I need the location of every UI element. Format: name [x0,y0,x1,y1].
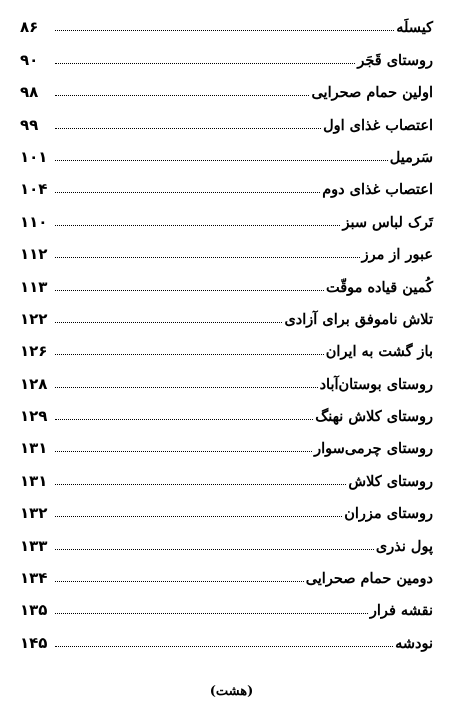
toc-entry[interactable] [20,198,433,230]
toc-entry-page: ۱۲۶ [20,342,48,361]
toc-entry-title: کُمین قیاده موقّت [325,278,433,296]
table-of-contents [20,4,433,652]
toc-entry-page: ۱۱۳ [20,277,48,296]
toc-entry[interactable] [20,425,433,457]
toc-entry[interactable] [20,4,433,36]
toc-entry-title: اعتصاب غذای اول [323,116,433,134]
toc-entry-page: ۱۲۲ [20,309,48,328]
dot-leader [55,484,346,485]
toc-entry[interactable] [20,457,433,489]
toc-entry-title: عبور از مرز [361,246,433,264]
toc-entry-title: باز گشت به ایران [325,343,433,361]
toc-entry-title: روستای چرمی‌سوار [314,440,433,458]
toc-entry-page: ۱۳۵ [20,601,48,620]
toc-entry[interactable] [20,263,433,295]
dot-leader [55,95,309,96]
toc-entry-page: ۱۱۲ [20,245,48,264]
dot-leader [55,63,355,64]
toc-entry-title: دومین حمام صحرایی [305,570,433,588]
toc-entry-title: کیسلَه [396,19,433,37]
toc-entry-title: سَرمیل [389,148,433,166]
dot-leader [55,613,368,614]
toc-entry-page: ۱۳۳ [20,536,48,555]
toc-entry-page: ۱۱۰ [20,212,48,231]
toc-entry-page: ۱۲۸ [20,374,48,393]
toc-entry[interactable] [20,328,433,360]
toc-entry-title: تَرک لباس سبز [342,213,433,231]
toc-entry-title: اولین حمام صحرایی [311,84,433,102]
toc-entry[interactable] [20,69,433,101]
toc-entry[interactable] [20,231,433,263]
toc-entry[interactable] [20,619,433,651]
dot-leader [55,257,360,258]
toc-entry-page: ۱۰۱ [20,147,48,166]
toc-entry-title: نودشه [395,634,433,652]
toc-entry-page: ۱۴۵ [20,633,48,652]
toc-entry[interactable] [20,393,433,425]
toc-entry-page: ۱۳۱ [20,439,48,458]
dot-leader [55,387,318,388]
toc-entry-title: روستای مزران [344,505,433,523]
dot-leader [55,419,313,420]
dot-leader [55,451,312,452]
dot-leader [55,354,324,355]
dot-leader [55,30,394,31]
toc-entry-title: پول نذری [375,537,433,555]
dot-leader [55,128,321,129]
toc-entry-title: روستای قَجَر [357,51,433,69]
toc-entry[interactable] [20,555,433,587]
toc-entry-title: اعتصاب غذای دوم [322,181,433,199]
dot-leader [55,225,340,226]
toc-entry[interactable] [20,134,433,166]
toc-entry-page: ۹۰ [20,50,39,69]
toc-entry-page: ۱۰۴ [20,180,48,199]
toc-entry-page: ۱۳۲ [20,504,48,523]
toc-entry[interactable] [20,587,433,619]
dot-leader [55,322,282,323]
toc-entry-title: تلاش ناموفق برای آزادی [284,310,433,328]
dot-leader [55,192,320,193]
toc-entry[interactable] [20,166,433,198]
toc-entry-page: ۱۳۱ [20,471,48,490]
toc-entry[interactable] [20,36,433,68]
dot-leader [55,549,374,550]
toc-entry[interactable] [20,360,433,392]
dot-leader [55,581,304,582]
dot-leader [55,516,342,517]
toc-entry[interactable] [20,101,433,133]
toc-entry-page: ۹۹ [20,115,39,134]
dot-leader [55,290,324,291]
toc-entry-title: روستای بوستان‌آباد [319,375,433,393]
toc-entry-page: ۱۲۹ [20,407,48,426]
toc-entry-title: روستای کلاش [348,472,433,490]
toc-entry[interactable] [20,296,433,328]
toc-entry[interactable] [20,490,433,522]
toc-entry-page: ۹۸ [20,83,39,102]
toc-entry-page: ۱۳۴ [20,569,48,588]
toc-entry-title: نقشه فرار [369,602,433,620]
dot-leader [55,160,388,161]
page-number-footer: (هشت) [209,684,254,699]
toc-entry-page: ۸۶ [20,18,39,37]
toc-entry-title: روستای کلاش نهنگ [315,408,433,426]
dot-leader [55,646,393,647]
toc-entry[interactable] [20,522,433,554]
